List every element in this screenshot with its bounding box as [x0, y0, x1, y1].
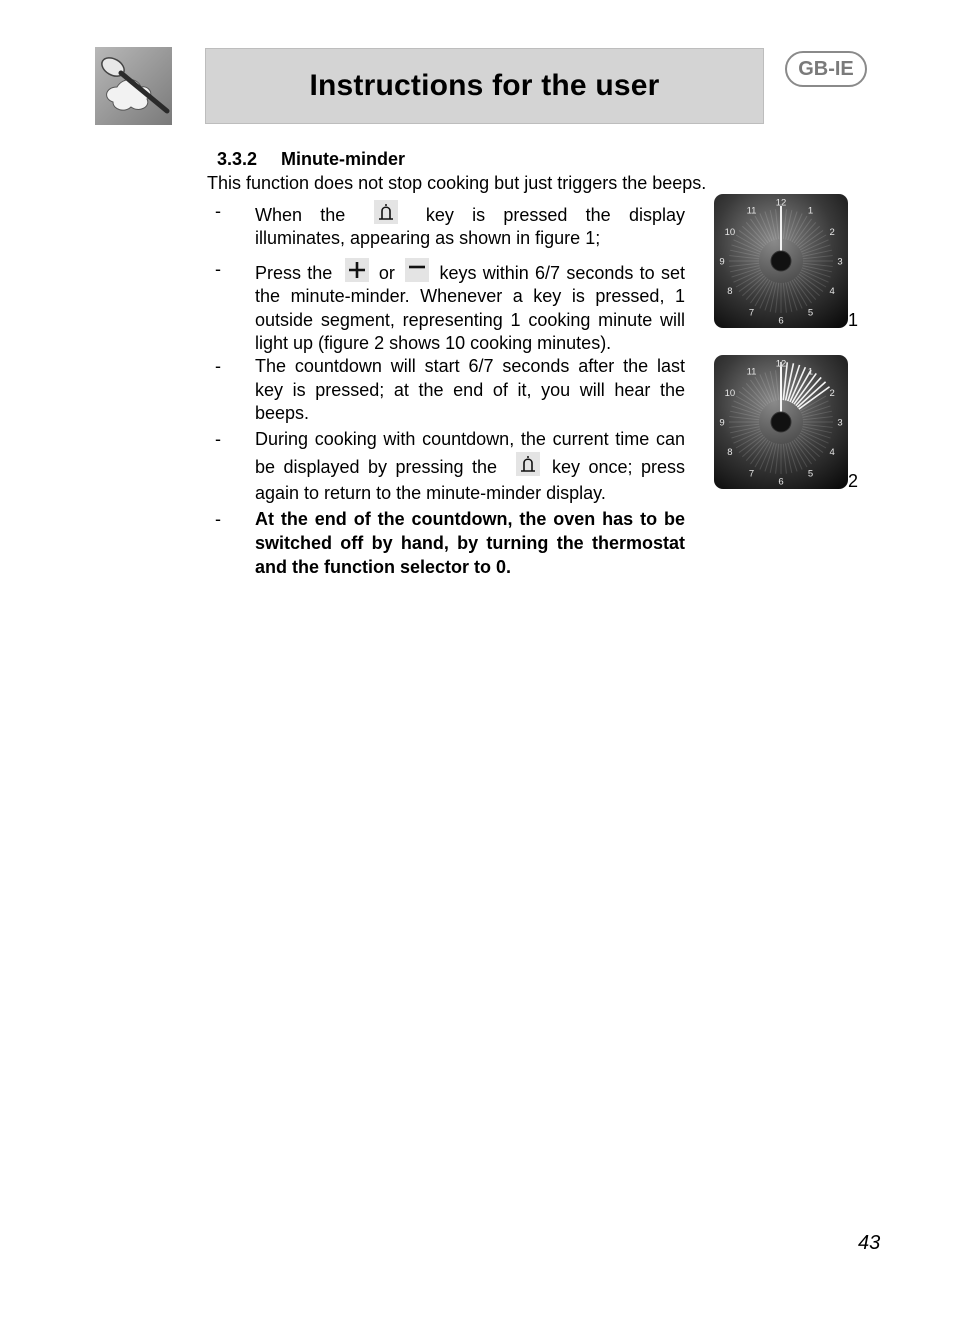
minute-minder-dial-figure-1	[714, 194, 848, 328]
list-item	[215, 355, 685, 425]
figure-label: 1	[848, 310, 859, 330]
dial-number: 10	[724, 388, 736, 399]
dial-number: 11	[746, 366, 757, 378]
dial-number: 5	[807, 307, 814, 319]
section-number: 3.3.2	[217, 149, 258, 169]
item-text: key is pressed the display illuminates, appearing as shown in figure 1;	[255, 205, 685, 249]
list-item	[215, 426, 685, 506]
bullet-dash: -	[215, 356, 221, 377]
dial-number: 9	[719, 417, 725, 429]
bullet-dash: -	[215, 258, 221, 279]
minus-icon	[405, 258, 429, 282]
dial-number: 5	[807, 468, 814, 480]
dial-number: 8	[727, 447, 733, 458]
dial-number: 1	[807, 366, 814, 378]
item-text: The countdown will start 6/7 seconds after the last key is pressed; at the end of it, you will hear the beeps.	[255, 356, 685, 424]
item-text: When the	[255, 205, 346, 225]
bullet-dash: -	[215, 428, 221, 449]
item-text: keys within 6/7 seconds to set the minute-minder. Whenever a key is pressed, 1 outside segment, representing 1 cooking minute will light up (figure 2 shows 10 cooking minutes).	[255, 262, 685, 354]
dial-number: 7	[748, 468, 755, 480]
page-title: Instructions for the user	[309, 69, 660, 102]
bullet-dash: -	[215, 508, 221, 529]
dial-number: 3	[837, 256, 843, 268]
dial-number: 3	[837, 417, 843, 429]
dial-hub	[771, 251, 791, 271]
dial-number: 6	[778, 476, 784, 488]
bullet-dash: -	[215, 201, 221, 221]
chef-spoon-logo	[95, 47, 172, 125]
dial-number: 4	[829, 447, 835, 458]
bell-icon	[374, 200, 398, 224]
item-text: or	[378, 262, 395, 283]
instruction-list	[215, 200, 685, 579]
dial-number: 2	[829, 227, 835, 238]
section-heading	[217, 149, 405, 170]
item-text: Press the	[255, 262, 333, 283]
dial-number: 9	[719, 256, 725, 268]
dial-number: 7	[748, 307, 755, 319]
item-text: key once; press again to return to the minute-minder display.	[255, 456, 685, 503]
region-badge: GB-IE	[785, 51, 867, 87]
dial-hub	[771, 412, 791, 432]
list-item	[215, 258, 685, 356]
dial-number: 1	[807, 205, 814, 217]
list-item	[215, 200, 685, 251]
item-text: At the end of the countdown, the oven has to be switched off by hand, by turning the thermostat and the function selector to 0.	[255, 508, 685, 577]
dial-number: 4	[829, 286, 835, 297]
dial-number: 12	[775, 358, 787, 370]
item-text: During cooking with countdown, the current time can be displayed by pressing the	[255, 428, 685, 477]
bell-icon	[516, 452, 540, 476]
intro-paragraph: This function does not stop cooking but just triggers the beeps.	[207, 173, 707, 193]
dial-number: 6	[778, 315, 784, 327]
dial-number: 8	[727, 286, 733, 297]
list-item	[215, 507, 685, 579]
dial-number: 12	[775, 197, 787, 209]
plus-icon	[345, 258, 369, 282]
page-number: 43	[858, 1232, 881, 1254]
figure-label: 2	[848, 471, 859, 491]
section-title: Minute-minder	[281, 149, 405, 169]
dial-number: 2	[829, 388, 835, 399]
dial-number: 10	[724, 227, 736, 238]
dial-number: 11	[746, 205, 757, 217]
minute-minder-dial-figure-2	[714, 355, 848, 489]
title-bar	[205, 48, 764, 124]
